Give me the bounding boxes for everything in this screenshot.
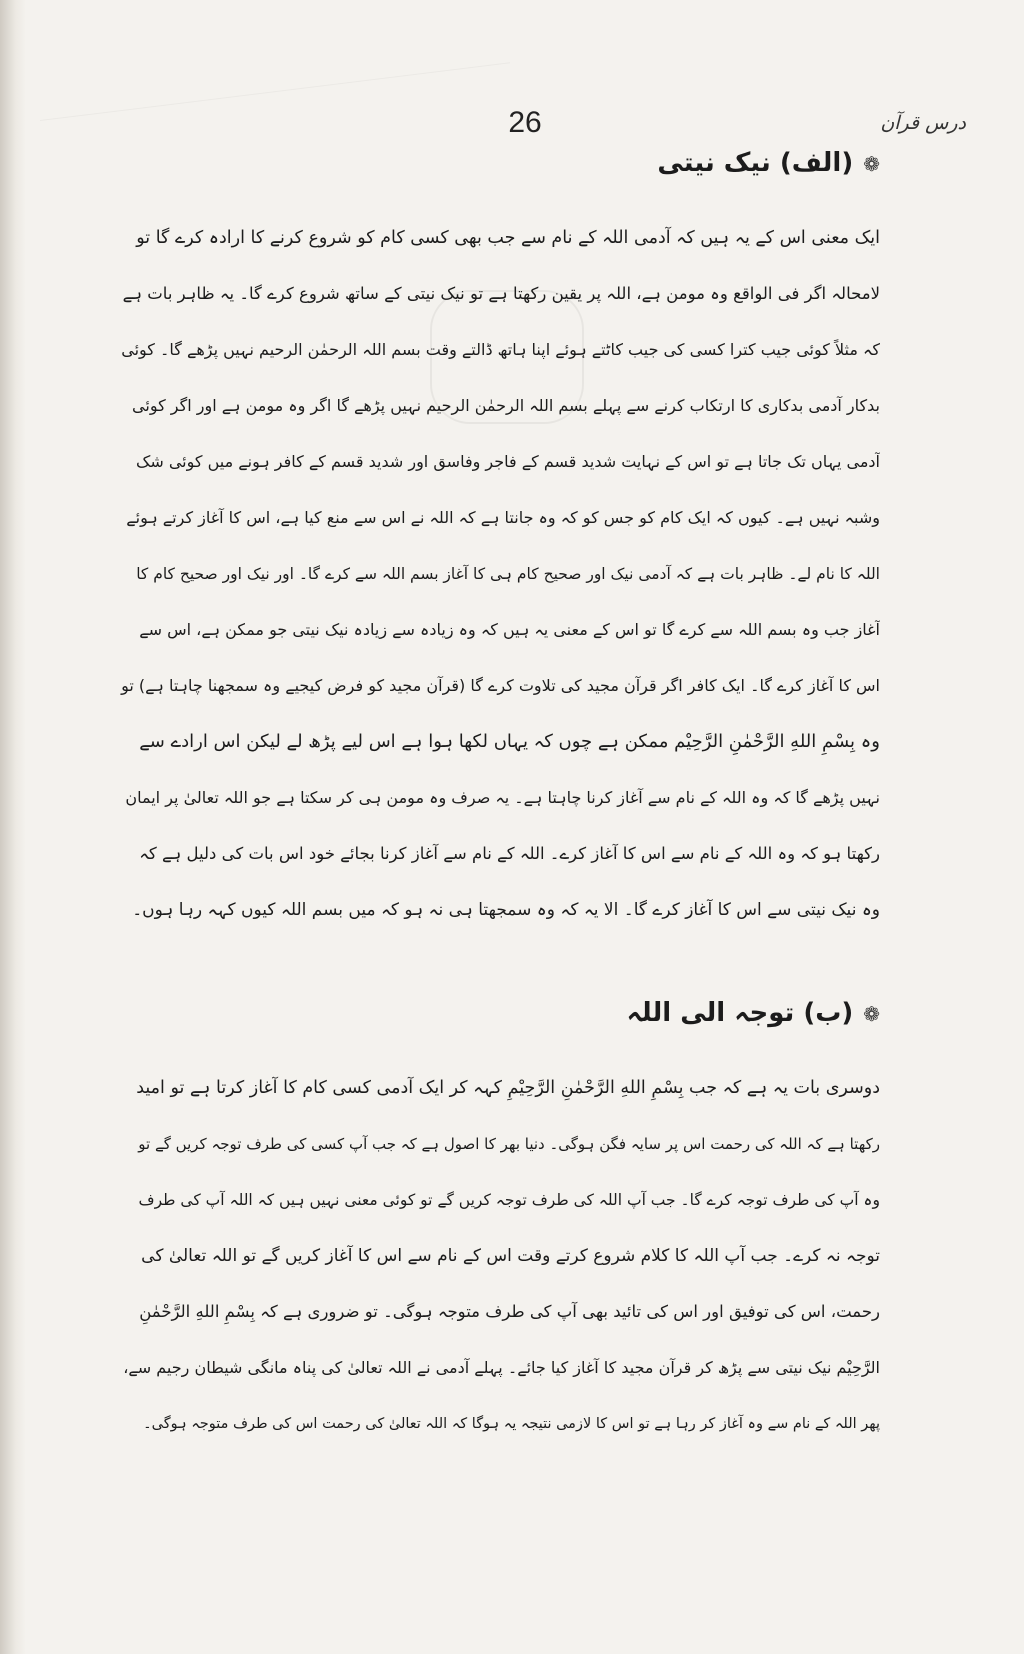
- paragraph-line: نہیں پڑھے گا کہ وہ اللہ کے نام سے آغاز کرنا چاہتا ہے۔ یہ صرف وہ مومن ہی کر سکتا ہے جو اللہ تعالیٰ پر ایمان: [125, 788, 880, 807]
- paragraph-line: وشبہ نہیں ہے۔ کیوں کہ ایک کام کو جس کو کہ وہ جانتا ہے کہ اللہ نے اس سے منع کیا ہے، اس کا آغاز کرتے ہوئے: [126, 508, 880, 527]
- paragraph-line: پھر اللہ کے نام سے وہ آغاز کر رہا ہے تو اس کا لازمی نتیجہ یہ ہوگا کہ اللہ تعالیٰ کی رحمت اس کی طرف متوجہ ہوگی۔: [143, 1416, 880, 1432]
- flower-ornament-icon: ❁: [863, 1002, 880, 1026]
- section-heading-b-text: (ب) توجہ الی اللہ: [626, 998, 854, 1028]
- flower-ornament-icon: ❁: [863, 152, 880, 176]
- paragraph-line: رکھتا ہے کہ اللہ کی رحمت اس پر سایہ فگن ہوگی۔ دنیا بھر کا اصول ہے کہ جب آپ کسی کی طرف توجہ کریں گے تو: [138, 1135, 880, 1153]
- paragraph-line: اللہ کا نام لے۔ ظاہر بات ہے کہ آدمی نیک اور صحیح کام ہی کا آغاز بسم اللہ سے کرے گا۔ اور نیک اور صحیح کام کا: [136, 565, 880, 583]
- paragraph-line: وہ بِسْمِ اللهِ الرَّحْمٰنِ الرَّحِیْم ممکن ہے چوں کہ یہاں لکھا ہوا ہے اس لیے پڑھ لے لیکن اس ارادے سے: [139, 731, 880, 752]
- page-number: 26: [508, 106, 542, 139]
- paragraph-line: وہ نیک نیتی سے اس کا آغاز کرے گا۔ الا یہ کہ وہ سمجھتا ہی نہ ہو کہ میں بسم اللہ کیوں کہہ رہا ہوں۔: [132, 900, 880, 920]
- paragraph-line: توجہ نہ کرے۔ جب آپ اللہ کا کلام شروع کرتے وقت اس کے نام سے اس کا آغاز کریں گے تو اللہ تعالیٰ کی: [141, 1246, 880, 1266]
- paragraph-line: بدکار آدمی بدکاری کا ارتکاب کرنے سے پہلے بسم اللہ الرحمٰن الرحیم نہیں پڑھے گا اگر وہ مومن ہے اور اگر کوئی: [132, 396, 880, 415]
- paragraph-line: وہ آپ کی طرف توجہ کرے گا۔ جب آپ اللہ کی طرف توجہ کریں گے تو کوئی معنی نہیں ہیں کہ اللہ آپ کی طرف: [138, 1191, 880, 1209]
- paragraph-line: کہ مثلاً کوئی جیب کترا کسی کی جیب کاٹتے ہوئے اپنا ہاتھ ڈالتے وقت بسم اللہ الرحمٰن الرحیم نہیں پڑھے گا۔ کوئی: [121, 340, 880, 359]
- scan-edge-shadow: [0, 0, 26, 1654]
- paragraph-line: دوسری بات یہ ہے کہ جب بِسْمِ اللهِ الرَّحْمٰنِ الرَّحِیْمِ کہہ کر ایک آدمی کسی کام کا آغاز کرتا ہے تو امید: [136, 1078, 880, 1098]
- paragraph-line: آغاز جب وہ بسم اللہ سے کرے گا تو اس کے معنی یہ ہیں کہ وہ زیادہ سے زیادہ نیک نیتی جو ممکن ہے، اس سے: [139, 620, 880, 639]
- section-heading-a: [657, 148, 880, 178]
- paragraph-line: الرَّحِیْم نیک نیتی سے پڑھ کر قرآن مجید کا آغاز کیا جائے۔ پہلے آدمی نے اللہ تعالیٰ کی پناہ مانگی شیطان رجیم سے،: [123, 1358, 880, 1377]
- running-title: درس قرآن: [880, 112, 966, 134]
- section-heading-b: [627, 998, 880, 1028]
- paragraph-line: لامحالہ اگر فی الواقع وہ مومن ہے، اللہ پر یقین رکھتا ہے تو نیک نیتی کے ساتھ شروع کرے گا۔ یہ ظاہر بات ہے: [122, 284, 880, 303]
- paragraph-line: ایک معنی اس کے یہ ہیں کہ آدمی اللہ کے نام سے جب بھی کسی کام کو شروع کرنے کا ارادہ کرے گا تو: [136, 228, 880, 248]
- paragraph-line: آدمی یہاں تک جاتا ہے تو اس کے نہایت شدید قسم کے فاجر وفاسق اور شدید قسم کے کافر ہونے میں کوئی شک: [136, 452, 880, 471]
- paragraph-line: رحمت، اس کی توفیق اور اس کی تائید بھی آپ کی طرف متوجہ ہوگی۔ تو ضروری ہے کہ بِسْمِ اللهِ الرَّحْمٰنِ: [139, 1302, 880, 1321]
- paper-fold-crease: [40, 0, 510, 121]
- section-heading-a-text: (الف) نیک نیتی: [657, 148, 854, 178]
- paragraph-line: اس کا آغاز کرے گا۔ ایک کافر اگر قرآن مجید کی تلاوت کرے گا (قرآن مجید کو فرض کیجیے وہ سمجھنا چاہتا ہے) تو: [121, 676, 880, 695]
- paragraph-line: رکھتا ہو کہ وہ اللہ کے نام سے اس کا آغاز کرے۔ اللہ کے نام سے آغاز کرنا بجائے خود اس بات کی دلیل ہے کہ: [139, 844, 880, 863]
